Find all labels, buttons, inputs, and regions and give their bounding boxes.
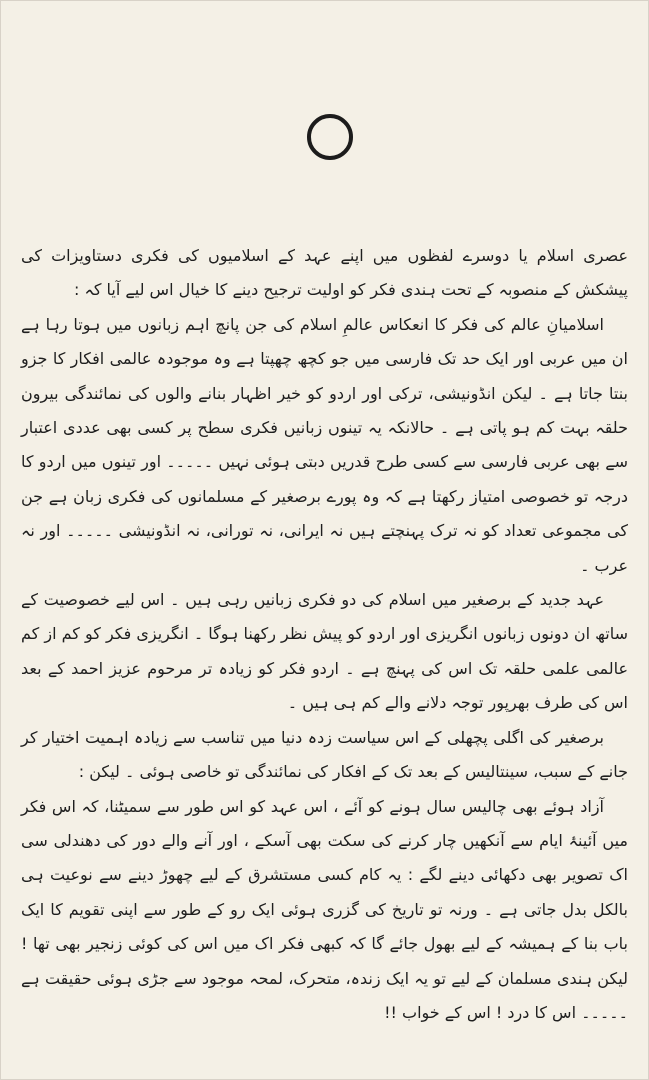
paragraph-intro: عصری اسلام یا دوسرے لفظوں میں اپنے عہد کے اسلامیوں کی فکری دستاویزات کی پیشکش کے منصوبہ کے تحت ہندی فکر کو اولیت ترجیح دینے کا خیال اس لیے آیا کہ : <box>21 246 628 300</box>
paragraph-politics: برصغیر کی اگلی پچھلی کے اس سیاست زدہ دنیا میں تناسب سے زیادہ اہمیت اختیار کر جانے کے سبب، سینتالیس کے بعد تک کے افکار کی نمائندگی تو خاصی ہوئی ۔ لیکن : <box>21 727 628 782</box>
paragraph-modern-era: عہد جدید کے برصغیر میں اسلام کی دو فکری زبانیں رہی ہیں ۔ اس لیے خصوصیت کے ساتھ ان دونوں زبانوں انگریزی اور اردو کو پیش نظر رکھنا ہوگا ۔ انگریزی فکر کو کم از کم عالمی علمی حلقہ تک اس کی پہنچ ہے ۔ اردو فکر کو زیادہ تر مرحوم عزیز احمد کے بعد اس کی طرف بھرپور توجہ دلانے والے کم ہی ہیں ۔ <box>21 590 628 713</box>
paragraph-conclusion: آزاد ہوئے بھی چالیس سال ہونے کو آئے ، اس عہد کو اس طور سے سمیٹنا، کہ اس فکر میں آئینۂ ایام سے آنکھیں چار کرنے کی سکت بھی آسکے ، اور آنے والے دور کی دھندلی سی اک تصویر بھی دکھائی دینے لگے : یہ کام کسی مستشرق کے لیے چھوڑ دینے سے نوعیت ہی بالکل بدل جاتی ہے ۔ ورنہ تو تاریخ کی گزری ہوئی ایک رو کے طور سے اپنی تقویم کا ایک باب بنا کے ہمیشہ کے لیے بھول جائے گا کہ کبھی فکر اک میں اس کی کوئی زنجیر بھی تھا ! لیکن ہندی مسلمان کے لیے تو یہ ایک زندہ، متحرک، لمحہ موجود سے جڑی ہوئی حقیقت ہے ۔۔۔۔۔ اس کا درد ! اس کے خواب !! <box>21 796 629 1022</box>
circle-ornament-icon <box>307 114 353 160</box>
urdu-body-text <box>21 239 628 1030</box>
paragraph-languages: اسلامیانِ عالم کی فکر کا انعکاس عالمِ اسلام کی جن پانچ اہم زبانوں میں ہوتا رہا ہے ان میں عربی اور ایک حد تک فارسی میں جو کچھ چھپتا ہے وہ موجودہ عالمی افکار کا جزو بنتا جاتا ہے ۔ لیکن انڈونیشی، ترکی اور اردو کو خیر اظہار بنانے والوں کی نمائندگی بیرون حلقہ بہت کم ہو پاتی ہے ۔ حالانکہ یہ تینوں زبانیں فکری سطح پر کسی بھی عددی اعتبار سے بھی عربی فارسی سے کسی طرح قدریں دبتی ہوئی نہیں ۔۔۔۔۔ اور تینوں میں اردو کا درجہ تو خصوصی امتیاز رکھتا ہے کہ وہ پورے برصغیر کے مسلمانوں کی فکری زبان ہے جن کی مجموعی تعداد کو نہ ترک پہنچتے ہیں نہ ایرانی، نہ تورانی، نہ انڈونیشی ۔۔۔۔۔ اور نہ عرب ۔ <box>21 314 628 575</box>
